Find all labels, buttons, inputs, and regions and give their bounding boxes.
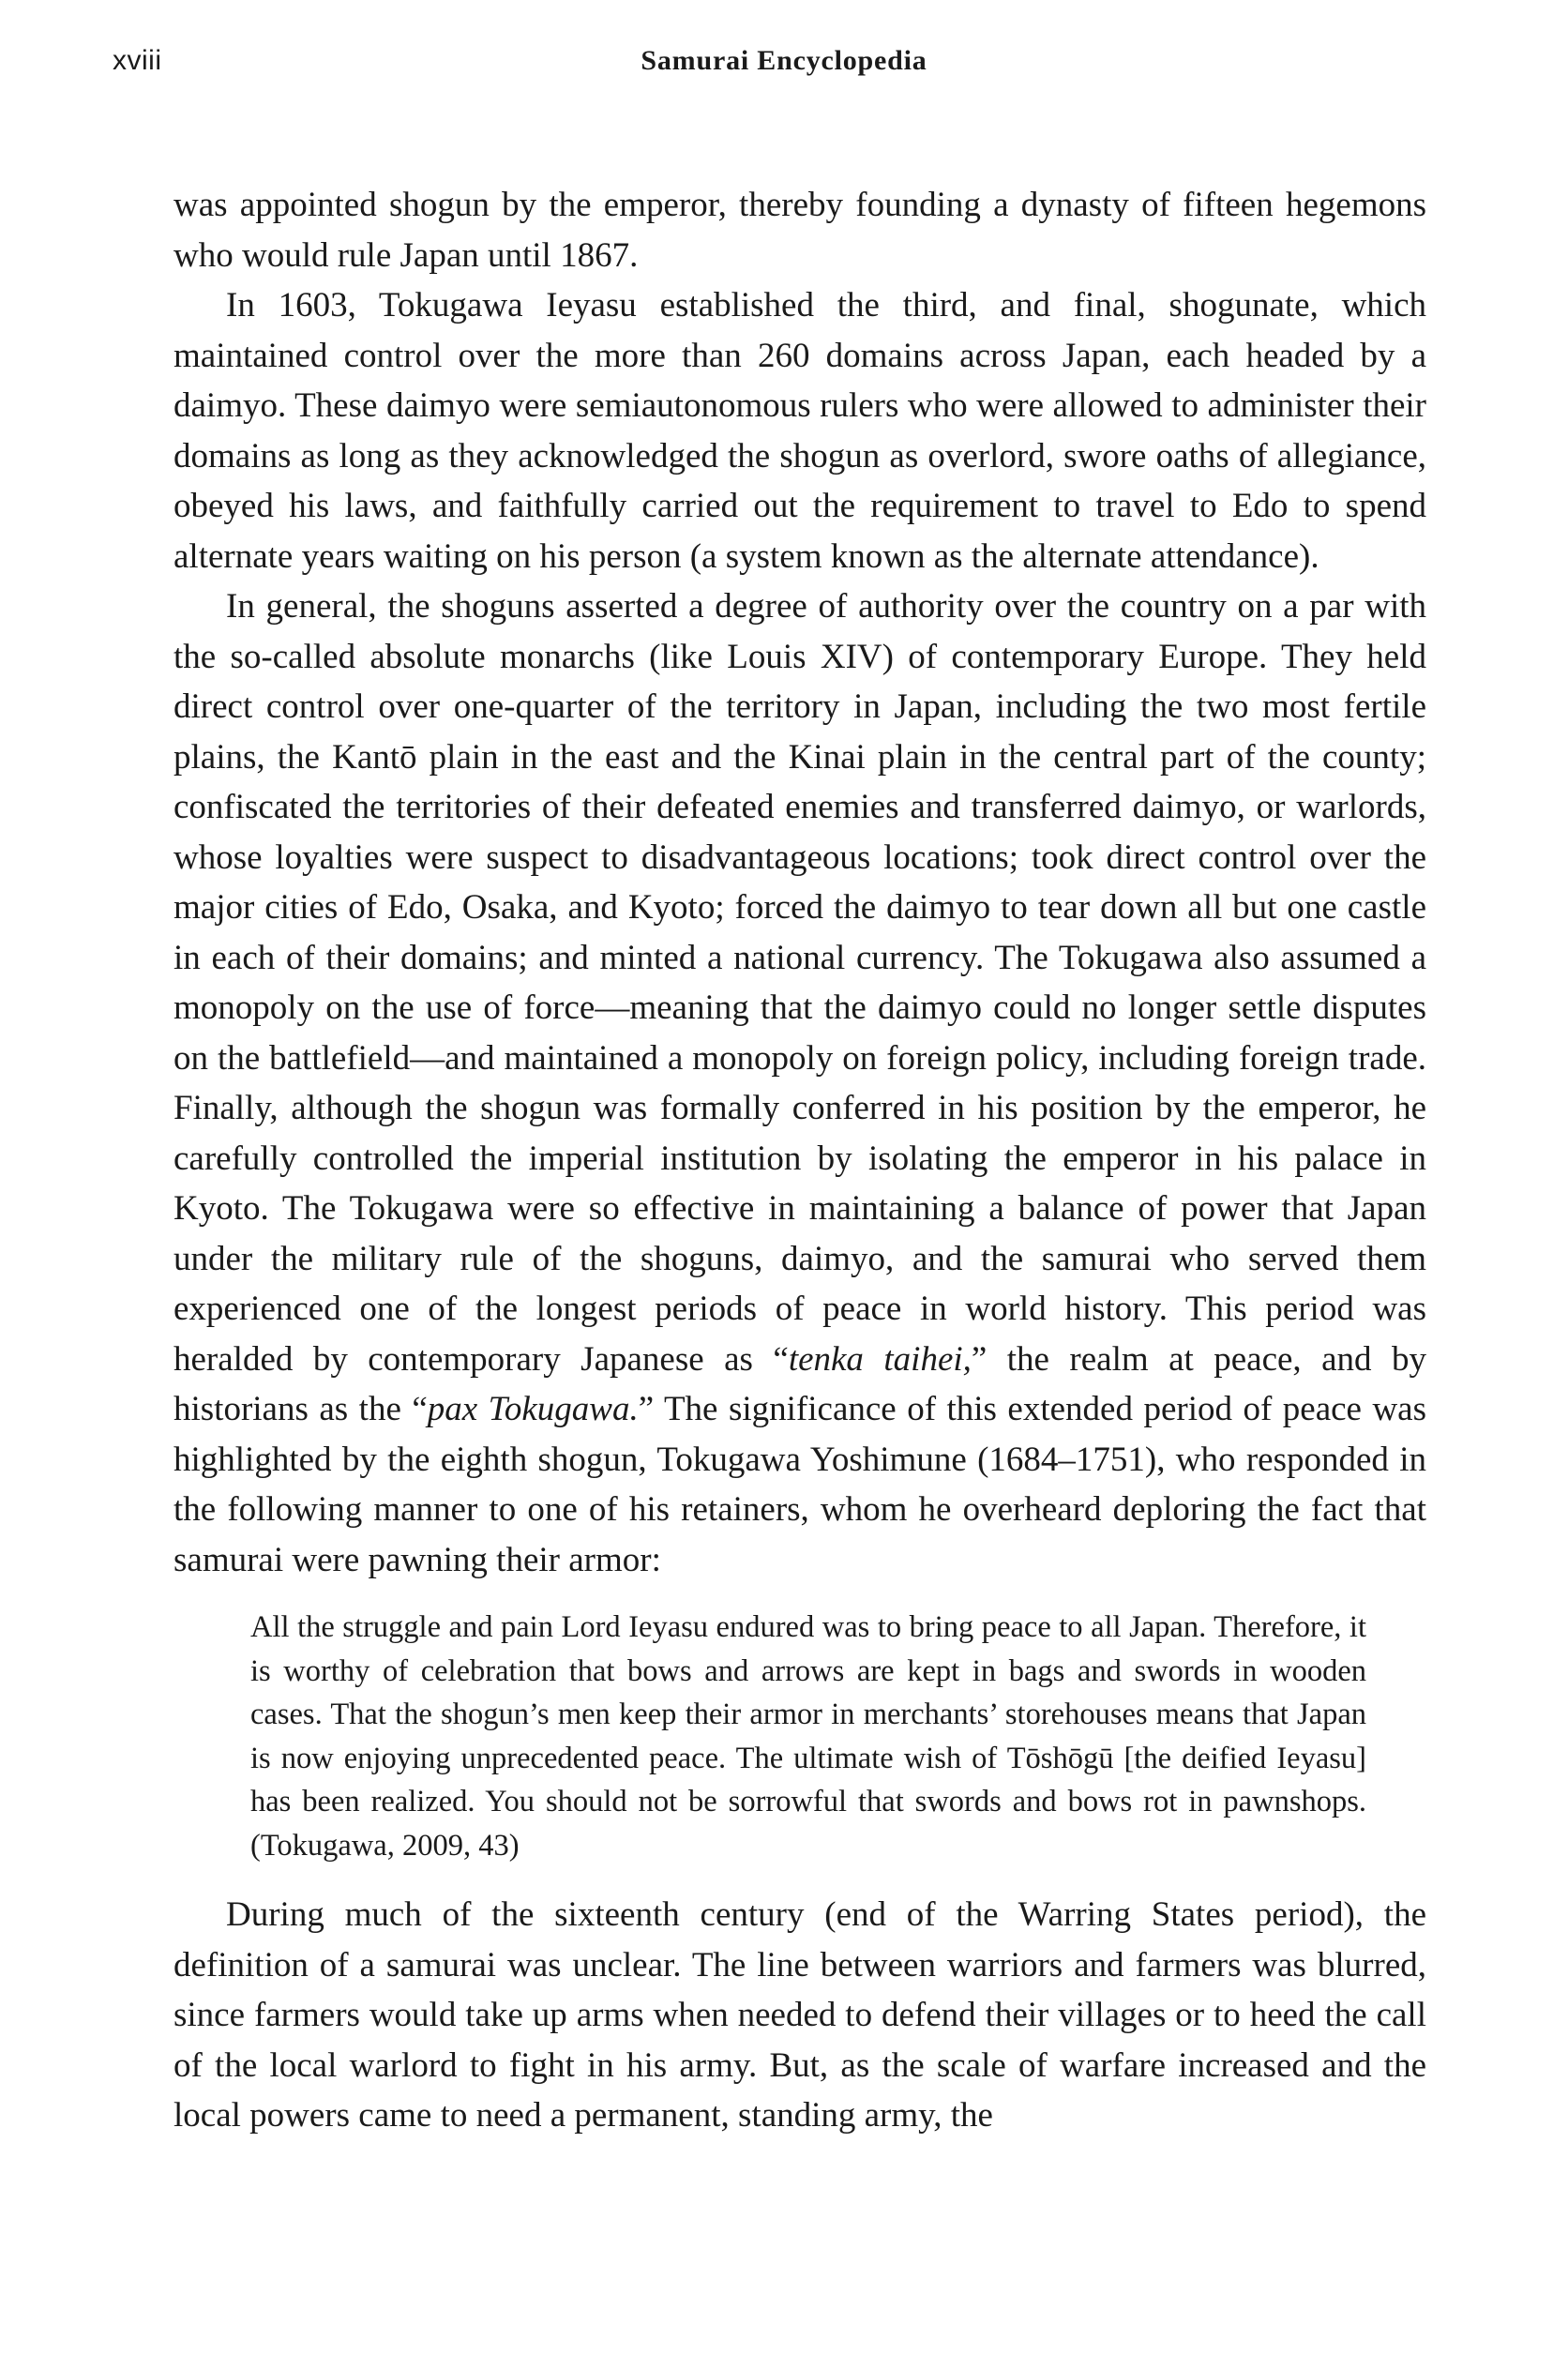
paragraph-samurai-definition: During much of the sixteenth century (end of the Warring States period), the definition of a samurai was unclear. The line between warriors and farmers was blurred, since farmers would take up arms when needed to defend their villages or to heed the call of the local warlord to fight in his army. But, as the scale of warfare increased and the local powers came to need a permanent, standing army, the — [173, 1895, 1426, 2135]
block-quote — [250, 1606, 1366, 1867]
block-quote-text: All the struggle and pain Lord Ieyasu endured was to bring peace to all Japan. Therefore, it is worthy of celebration that bows and arrows are kept in bags and swords in wooden cases. That the shogun’s men keep their armor in merchants’ storehouses means that Japan is now enjoying unprecedented peace. The ultimate wish of Tōshōgū [the deified Ieyasu] has been realized. You should not be sorrowful that swords and bows rot in pawnshops. (Tokugawa, 2009, 43) — [250, 1610, 1366, 1863]
paragraph-shogun-authority — [173, 581, 1426, 1585]
italic-term-tenka-taihei: tenka taihei, — [788, 1339, 972, 1379]
paragraph-tokugawa-shogunate: In 1603, Tokugawa Ieyasu established the third, and final, shogunate, which maintained control over the more than 260 domains across Japan, each headed by a daimyo. These daimyo were semiautonomous rulers who were allowed to administer their domains as long as they acknowledged the shogun as overlord, swore oaths of allegiance, obeyed his laws, and faithfully carried out the requirement to travel to Edo to spend alternate years waiting on his person (a system known as the alternate attendance). — [173, 286, 1426, 576]
paragraph-text-segment: In general, the shoguns asserted a degree of authority over the country on a par with the so-called absolute monarchs (like Louis XIV) of contemporary Europe. They held direct control over one-quarter of the territory in Japan, including the two most fertile plains, the Kantō plain in the east and the Kinai plain in the central part of the county; confiscated the territories of their defeated enemies and transferred daimyo, or warlords, whose loyalties were suspect to disadvantageous locations; took direct control over the major cities of Edo, Osaka, and Kyoto; forced the daimyo to tear down all but one castle in each of their domains; and minted a national currency. The Tokugawa also assumed a monopoly on the use of force—meaning that the daimyo could no longer settle disputes on the battlefield—and maintained a monopoly on foreign policy, including foreign trade. Finally, although the shogun was formally conferred in his position by the emperor, he carefully controlled the imperial institution by isolating the emperor in his palace in Kyoto. The Tokugawa were so effective in maintaining a balance of power that Japan under the military rule of the shoguns, daimyo, and the samurai who served them experienced one of the longest periods of peace in world history. This period was heralded by contemporary Japanese as “ — [173, 587, 1426, 1379]
page-number: xviii — [113, 45, 162, 76]
page-body — [173, 180, 1426, 2141]
paragraph-text-segment: ” The significance of this extended period of peace was highlighted by the eighth shogun, Tokugawa Yoshimune (1684–1751), who responded in the following manner to one of his retainers, whom he overheard deploring the fact that samurai were pawning their armor: — [173, 1390, 1426, 1579]
paragraph-continuation: was appointed shogun by the emperor, thereby founding a dynasty of fifteen hegemons who would rule Japan until 1867. — [173, 186, 1426, 275]
paragraph-text-segment: ” the realm at peace, and by historians as the “ — [173, 1339, 1427, 1428]
italic-term-pax-tokugawa: pax Tokugawa. — [427, 1390, 639, 1428]
running-title: Samurai Encyclopedia — [641, 45, 927, 76]
